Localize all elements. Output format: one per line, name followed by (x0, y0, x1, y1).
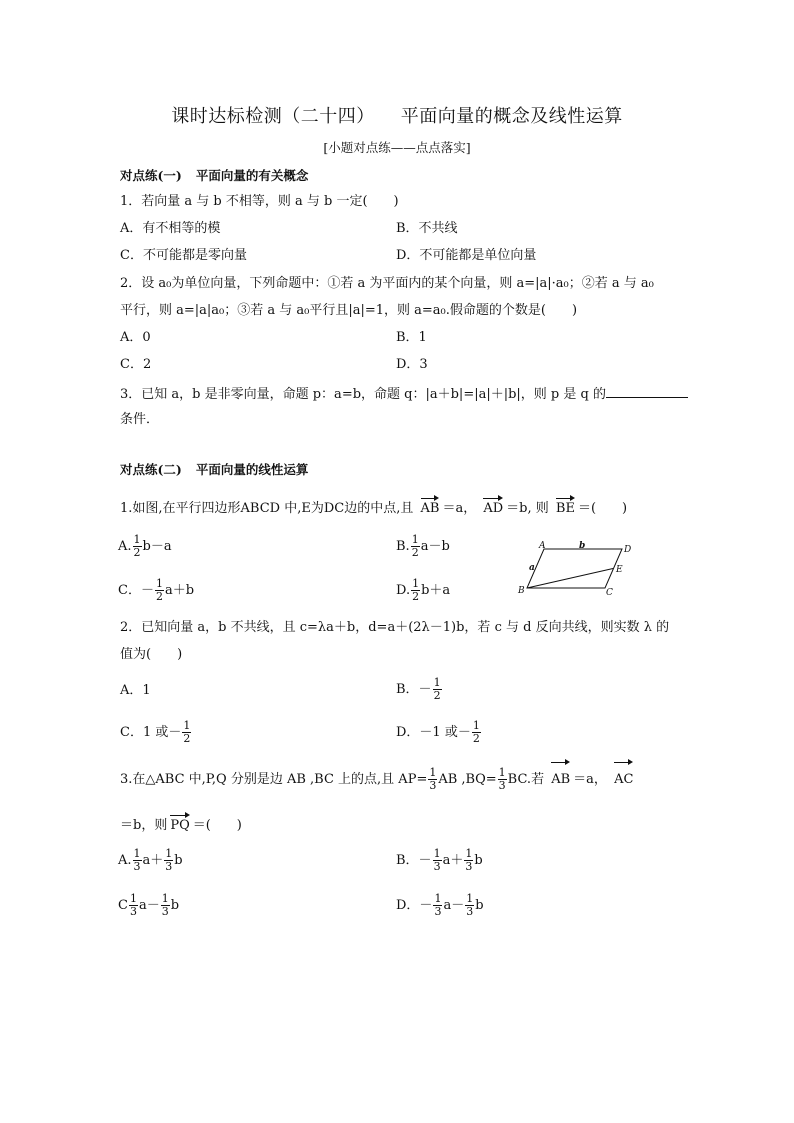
label-a-vector: a (529, 563, 535, 573)
fraction (465, 893, 474, 918)
q3-stem-line1 (120, 385, 688, 403)
p2-option-c (120, 718, 192, 748)
p3-option-b (396, 846, 483, 876)
label-a-point: A (539, 541, 546, 551)
p3-stem-text-3: BC.若 (507, 772, 545, 787)
p1-eq-a: ＝a， (442, 501, 477, 516)
p2-option-d-label: D．－1 或－ (396, 725, 471, 740)
label-c-point: C (606, 588, 613, 598)
q2-stem-line2: 平行，则 a=|a|a₀；③若 a 与 a₀平行且|a|=1，则 a=a₀.假命题的个数是( ) (120, 303, 578, 318)
title-right: 平面向量的概念及线性运算 (400, 106, 623, 127)
q2-option-d: D．3 (396, 357, 428, 372)
vector-ab: AB (421, 498, 440, 517)
p3-option-d-mid: a－ (443, 898, 465, 913)
q1-option-c: C．不可能都是零向量 (120, 248, 247, 263)
p3-option-b-label: B．－ (396, 853, 432, 868)
fraction (433, 893, 442, 918)
p3-stem-line1 (120, 762, 636, 795)
numerator: 1 (433, 847, 441, 860)
p1-option-c (118, 576, 194, 606)
label-b-point: B (518, 586, 525, 596)
p1-answer-paren: ＝( ) (577, 501, 628, 516)
p3-option-d-label: D．－ (396, 898, 433, 913)
parallelogram-outline (527, 549, 622, 588)
p1-option-b (396, 532, 450, 562)
numerator: 1 (161, 892, 169, 905)
p3-option-c-label: C (118, 898, 128, 913)
p3-option-a (118, 846, 183, 876)
label-b-vector: b (579, 541, 586, 551)
p2-option-b (396, 675, 443, 705)
label-e-point: E (616, 565, 623, 575)
p1-option-a-label: A. (118, 539, 132, 554)
fraction (411, 534, 420, 559)
q1-stem: 1．若向量 a 与 b 不相等，则 a 与 b 一定( ) (120, 194, 399, 209)
denominator: 3 (498, 779, 506, 792)
fraction (433, 677, 442, 702)
denominator: 3 (129, 905, 137, 918)
vector-pq: PQ (170, 815, 189, 834)
section-2-number: 对点练(二) (120, 462, 182, 477)
p1-stem-text: 1.如图,在平行四边形ABCD 中,E为DC边的中点,且 (120, 501, 414, 516)
fraction (433, 848, 442, 873)
q2-option-a: A．0 (120, 330, 151, 345)
numerator: 1 (465, 847, 473, 860)
p3-option-c-mid: a－ (138, 898, 160, 913)
section-2-heading (120, 462, 308, 478)
section-2-name: 平面向量的线性运算 (195, 462, 309, 477)
numerator: 1 (411, 533, 419, 546)
q3-stem-text: 3．已知 a，b 是非零向量，命题 p：a=b，命题 q：|a＋b|=|a|＋|b|，则 p 是 q 的 (120, 387, 606, 402)
p2-stem-line2: 值为( ) (120, 647, 183, 662)
section-1-heading (120, 168, 308, 184)
q1-option-b: B．不共线 (396, 221, 458, 236)
numerator: 1 (412, 577, 420, 590)
denominator: 3 (133, 860, 141, 873)
numerator: 1 (129, 892, 137, 905)
p1-option-b-label: B. (396, 539, 410, 554)
p3-option-b-mid: a＋ (442, 853, 464, 868)
p1-option-a-expr: b－a (142, 539, 172, 554)
denominator: 3 (165, 860, 173, 873)
numerator: 1 (434, 892, 442, 905)
page-subtitle: [小题对点练——点点落实] (323, 140, 471, 155)
denominator: 2 (155, 590, 163, 603)
p3-option-c-end: b (170, 898, 180, 913)
fraction (161, 893, 170, 918)
denominator: 3 (434, 905, 442, 918)
fraction (464, 848, 473, 873)
p3-option-a-label: A. (118, 853, 132, 868)
p2-option-a: A．1 (120, 683, 151, 698)
vector-ac: AC (614, 762, 633, 795)
parallelogram-figure (512, 538, 642, 598)
q3-answer-blank[interactable] (606, 385, 688, 398)
fraction (472, 720, 481, 745)
fraction (129, 893, 138, 918)
p1-eq-b: ＝b, 则 (506, 501, 549, 516)
numerator: 1 (472, 719, 480, 732)
vector-ab: AB (551, 762, 570, 795)
fraction (428, 767, 437, 792)
fraction (155, 578, 164, 603)
denominator: 2 (411, 546, 419, 559)
denominator: 3 (433, 860, 441, 873)
p3-stem-line2 (120, 815, 242, 834)
q3-stem-line2: 条件． (120, 412, 160, 427)
page-title (0, 106, 794, 128)
p1-option-d-expr: b＋a (421, 583, 451, 598)
fraction (182, 720, 191, 745)
p3-stem-text: 3.在△ABC 中,P,Q 分别是边 AB ,BC 上的点,且 AP= (120, 772, 428, 787)
denominator: 3 (161, 905, 169, 918)
numerator: 1 (133, 847, 141, 860)
p1-option-c-label: C．－ (118, 583, 154, 598)
denominator: 3 (465, 860, 473, 873)
numerator: 1 (466, 892, 474, 905)
p1-option-b-expr: a－b (420, 539, 450, 554)
p3-eq-a: ＝a， (573, 772, 607, 787)
p3-option-a-mid: a＋ (142, 853, 164, 868)
q1-option-a: A．有不相等的模 (120, 221, 221, 236)
label-d-point: D (624, 545, 632, 555)
denominator: 2 (133, 546, 141, 559)
q1-option-d: D．不可能都是单位向量 (396, 248, 537, 263)
denominator: 2 (433, 689, 441, 702)
q2-option-b: B．1 (396, 330, 427, 345)
denominator: 2 (472, 732, 480, 745)
p1-option-a (118, 532, 172, 562)
segment-be (527, 569, 613, 589)
p3-option-b-end: b (474, 853, 483, 868)
p3-option-d-end: b (475, 898, 484, 913)
p2-option-b-label: B．－ (396, 682, 432, 697)
numerator: 1 (133, 533, 141, 546)
section-1-name: 平面向量的有关概念 (195, 168, 309, 183)
fraction (164, 848, 173, 873)
section-1-number: 对点练(一) (120, 168, 182, 183)
p2-option-c-label: C．1 或－ (120, 725, 182, 740)
numerator: 1 (433, 676, 441, 689)
p1-stem (120, 498, 627, 517)
vector-ad: AD (483, 498, 503, 517)
numerator: 1 (183, 719, 191, 732)
p3-option-c (118, 891, 179, 921)
title-left: 课时达标检测（二十四） (171, 106, 375, 127)
p2-option-d (396, 718, 482, 748)
fraction (411, 578, 420, 603)
denominator: 2 (183, 732, 191, 745)
fraction (498, 767, 507, 792)
fraction (133, 848, 142, 873)
fraction (133, 534, 142, 559)
p1-option-d-label: D. (396, 583, 411, 598)
p3-stem-text-2: AB ,BQ= (438, 772, 497, 787)
p2-stem-line1: 2．已知向量 a，b 不共线，且 c=λa＋b，d=a＋(2λ－1)b，若 c 与 d 反向共线，则实数 λ 的 (120, 620, 670, 635)
vector-be: BE (556, 498, 575, 517)
p3-eq-b: ＝b，则 (120, 818, 168, 833)
denominator: 2 (412, 590, 420, 603)
q2-stem-line1: 2．设 a₀为单位向量，下列命题中：①若 a 为平面内的某个向量，则 a=|a|·a₀；②若 a 与 a₀ (120, 276, 654, 291)
p3-answer-paren: ＝( ) (192, 818, 242, 833)
numerator: 1 (498, 766, 506, 779)
numerator: 1 (429, 766, 437, 779)
p1-option-d (396, 576, 450, 606)
denominator: 3 (429, 779, 437, 792)
p1-option-c-expr: a＋b (164, 583, 195, 598)
q2-option-c: C．2 (120, 357, 152, 372)
p3-option-a-end: b (174, 853, 183, 868)
numerator: 1 (155, 577, 163, 590)
numerator: 1 (165, 847, 173, 860)
denominator: 3 (466, 905, 474, 918)
p3-option-d (396, 891, 484, 921)
